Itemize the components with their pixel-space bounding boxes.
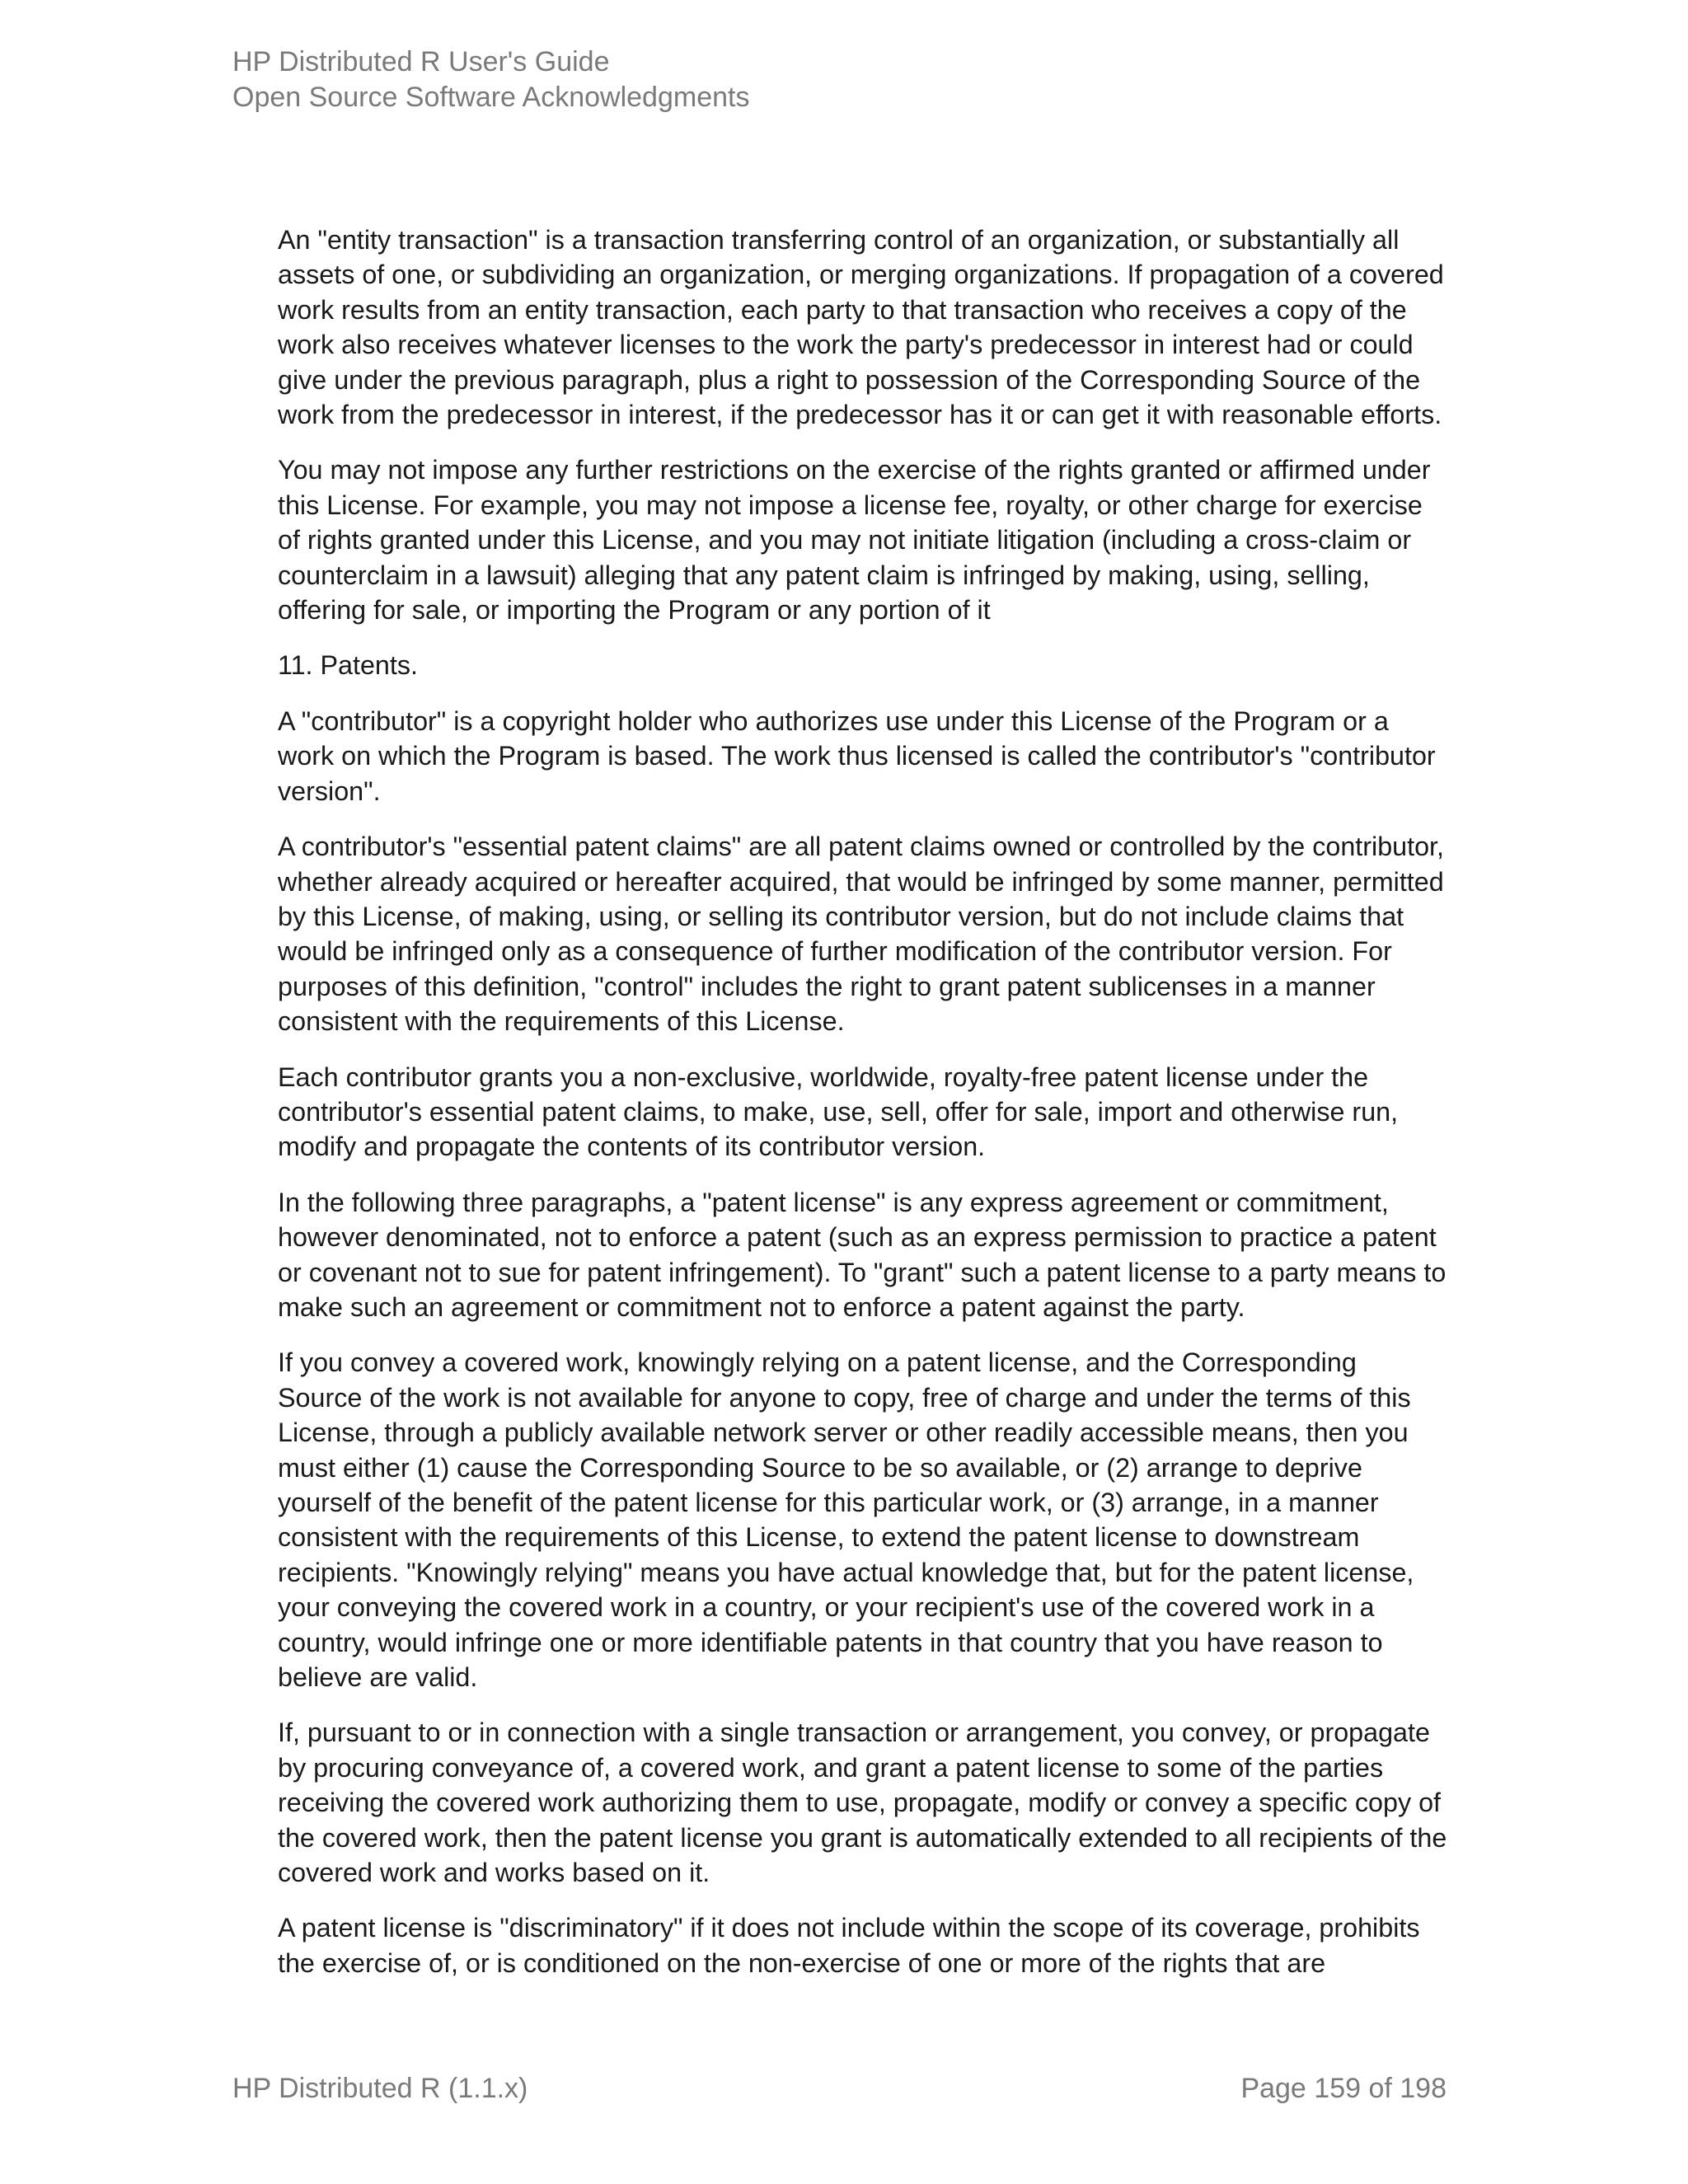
- footer-product-version: HP Distributed R (1.1.x): [232, 2073, 528, 2104]
- paragraph-no-further-restrictions: You may not impose any further restrictions on the exercise of the rights granted or affirmed under this License. For example, you may not impose a license fee, royalty, or other charge for exercise of rights granted under this License, and you may not initiate litigation (including a cross-claim or counterclaim in a lawsuit) alleging that any patent claim is infringed by making, using, selling, offering for sale, or importing the Program or any portion of it: [278, 455, 1431, 626]
- paragraph-patent-license-grant: Each contributor grants you a non-exclusive, worldwide, royalty-free patent license under the contributor's essential patent claims, to make, use, sell, offer for sale, import and otherwise run, modify and propagate the contents of its contributor version.: [278, 1062, 1399, 1162]
- paragraph-patent-license-definition: In the following three paragraphs, a "patent license" is any express agreement or commitment, however denominated, not to enforce a patent (such as an express permission to practice a patent or covenant not to sue for patent infringement). To "grant" such a patent license to a party means to make such an agreement or commitment not to enforce a patent against the party.: [278, 1187, 1447, 1322]
- paragraph-essential-patent-claims: A contributor's "essential patent claims" are all patent claims owned or controlled by the contributor, whether already acquired or hereafter acquired, that would be infringed by some manner, permitted by this License, of making, using, or selling its contributor version, but do not include claims that would be infringed only as a consequence of further modification of the contributor version. For purposes of this definition, "control" includes the right to grant patent sublicenses in a manner consistent with the requirements of this License.: [278, 832, 1445, 1037]
- document-title: HP Distributed R User's Guide: [232, 46, 610, 77]
- paragraph-extended-license: If, pursuant to or in connection with a single transaction or arrangement, you convey, or propagate by procuring conveyance of, a covered work, and grant a patent license to some of the parties receiving the covered work authorizing them to use, propagate, modify or convey a specific copy of the covered work, then the patent license you grant is automatically extended to all recipients of the covered work and works based on it.: [278, 1718, 1447, 1888]
- page-number: Page 159 of 198: [1240, 2073, 1447, 2104]
- paragraph-discriminatory-license: A patent license is "discriminatory" if it does not include within the scope of its coverage, prohibits the exercise of, or is conditioned on the non-exercise of one or more of the rights that are: [278, 1913, 1420, 1978]
- page-header: [232, 45, 749, 115]
- section-title: Open Source Software Acknowledgments: [232, 82, 750, 113]
- section-heading-patents: 11. Patents.: [278, 650, 418, 681]
- paragraph-entity-transaction: An "entity transaction" is a transaction transferring control of an organization, or substantially all assets of one, or subdividing an organization, or merging organizations. If propagation of a covered work results from an entity transaction, each party to that transaction who receives a copy of the work also receives whatever licenses to the work the party's predecessor in interest had or could give under the previous paragraph, plus a right to possession of the Corresponding Source of the work from the predecessor in interest, if the predecessor has it or can get it with reasonable efforts.: [278, 225, 1444, 430]
- paragraph-knowingly-relying: If you convey a covered work, knowingly relying on a patent license, and the Corresponding Source of the work is not available for anyone to copy, free of charge and under the terms of this License, through a publicly available network server or other readily accessible means, then you must either (1) cause the Corresponding Source to be so available, or (2) arrange to deprive yourself of the benefit of the patent license for this particular work, or (3) arrange, in a manner consistent with the requirements of this License, to extend the patent license to downstream recipients. "Knowingly relying" means you have actual knowledge that, but for the patent license, your conveying the covered work in a country, or your recipient's use of the covered work in a country, would infringe one or more identifiable patents in that country that you have reason to believe are valid.: [278, 1347, 1414, 1693]
- license-body: [278, 223, 1448, 2001]
- page-footer: [232, 2071, 1447, 2107]
- paragraph-contributor-definition: A "contributor" is a copyright holder who authorizes use under this License of the Program or a work on which the Program is based. The work thus licensed is called the contributor's "contributor version".: [278, 705, 1436, 806]
